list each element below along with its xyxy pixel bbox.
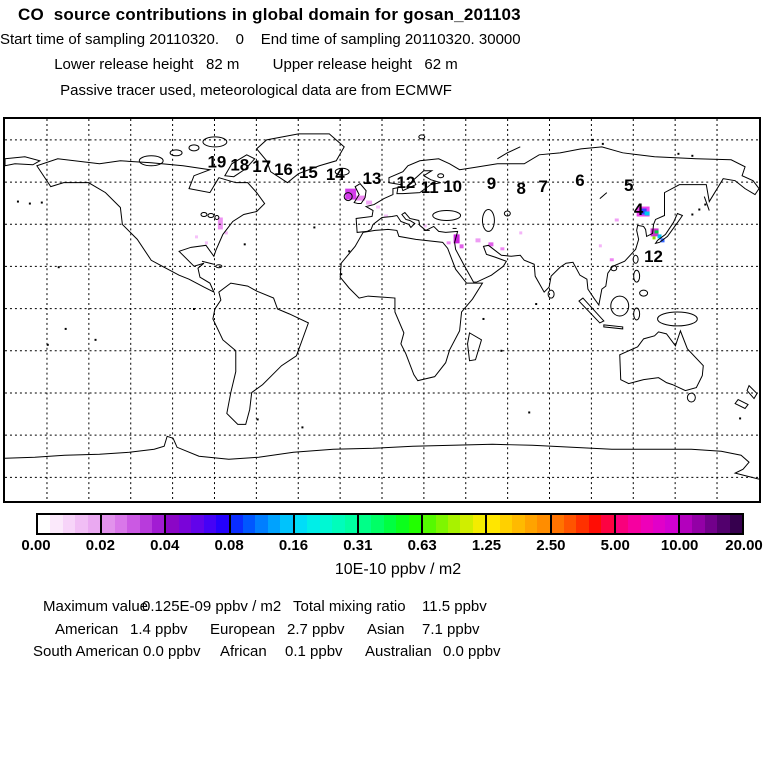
island-speck — [691, 214, 693, 216]
trajectory-day-label: 11 — [420, 178, 439, 198]
colorbar-cell — [255, 515, 267, 533]
colorbar-tick-label: 5.00 — [600, 537, 630, 554]
trajectory-day-label: 9 — [486, 174, 497, 194]
colorbar-cell — [680, 515, 692, 533]
trajectory-day-label: 6 — [575, 171, 585, 191]
colorbar-cell — [295, 515, 307, 533]
graticule-gridlines — [5, 119, 759, 501]
island-speck — [691, 155, 693, 157]
colorbar-cell — [616, 515, 628, 533]
page-title: CO source contributions in global domain for gosan_201103 — [18, 5, 521, 24]
colorbar-cell — [487, 515, 499, 533]
hotspot-cell — [645, 212, 650, 216]
colorbar-cell — [332, 515, 344, 533]
region-label-american: American — [55, 621, 119, 638]
colorbar-segment — [100, 515, 164, 533]
colorbar-cell — [204, 515, 216, 533]
hotspot-cell — [447, 241, 451, 244]
trajectory-day-label: 10 — [443, 177, 463, 197]
colorbar-cell — [307, 515, 319, 533]
colorbar-cell — [576, 515, 588, 533]
colorbar-tick-label: 0.08 — [214, 537, 244, 554]
trajectory-day-label: 12 — [644, 246, 663, 266]
release-height-line: Lower release height 82 m Upper release height 62 m — [54, 56, 458, 73]
region-value-american: 1.4 ppbv — [130, 621, 188, 638]
colorbar-tick-label: 1.25 — [471, 537, 502, 554]
colorbar-cell — [564, 515, 576, 533]
hotspot-cell — [366, 201, 372, 205]
colorbar-tick-label: 0.04 — [150, 537, 180, 554]
island-speck — [58, 266, 60, 268]
colorbar-segment — [614, 515, 678, 533]
colorbar-cell — [320, 515, 332, 533]
colorbar-cell — [525, 515, 537, 533]
colorbar-cell — [191, 515, 203, 533]
hotspot-cell — [205, 241, 208, 244]
colorbar-tick-label: 0.31 — [343, 537, 373, 554]
colorbar-unit-label: 10E-10 ppbv / m2 — [334, 561, 462, 578]
colorbar-cell — [50, 515, 62, 533]
colorbar-cell — [460, 515, 472, 533]
world-map — [5, 119, 759, 501]
island-speck — [500, 350, 502, 352]
island-speck — [698, 209, 700, 211]
colorbar-tick-label: 0.00 — [21, 537, 51, 554]
colorbar-cell — [102, 515, 114, 533]
trajectory-day-label: 8 — [516, 179, 526, 199]
region-value-australian: 0.0 ppbv — [443, 643, 501, 660]
world-map-frame — [3, 117, 761, 503]
total-mixing-ratio-label: Total mixing ratio — [293, 598, 406, 615]
hotspot-cell — [376, 206, 380, 209]
colorbar — [36, 513, 744, 535]
island-speck — [301, 426, 303, 428]
hotspot-cell — [610, 258, 614, 261]
region-value-european: 2.7 ppbv — [287, 621, 345, 638]
colorbar-segment — [357, 515, 421, 533]
trajectory-day-label: 17 — [252, 157, 272, 177]
colorbar-cell — [730, 515, 742, 533]
region-label-european: European — [210, 621, 276, 638]
hotspot-cell — [519, 231, 522, 234]
region-value-african: 0.1 ppbv — [285, 643, 343, 660]
colorbar-cell — [665, 515, 677, 533]
colorbar-cell — [409, 515, 421, 533]
region-label-asian: Asian — [367, 621, 405, 638]
colorbar-tick-label: 10.00 — [660, 537, 699, 554]
island-speck — [677, 153, 679, 155]
region-label-australian: Australian — [365, 643, 432, 660]
colorbar-cell — [384, 515, 396, 533]
colorbar-cell — [268, 515, 280, 533]
colorbar-cell — [705, 515, 717, 533]
island-speck — [244, 243, 246, 245]
colorbar-cell — [127, 515, 139, 533]
hotspot-cell — [476, 238, 481, 242]
hotspot-cell — [615, 218, 619, 221]
island-speck — [29, 203, 31, 205]
hotspot-cell — [653, 236, 656, 239]
colorbar-cell — [243, 515, 255, 533]
trajectory-day-label: 18 — [230, 155, 250, 175]
colorbar-cell — [231, 515, 243, 533]
colorbar-segment — [293, 515, 357, 533]
maximum-value: 0.125E-09 ppbv / m2 — [142, 598, 282, 615]
colorbar-cell — [345, 515, 357, 533]
colorbar-cell — [423, 515, 435, 533]
colorbar-cell — [140, 515, 152, 533]
trajectory-day-label: 19 — [207, 152, 227, 172]
colorbar-cell — [115, 515, 127, 533]
trajectory-day-label: 16 — [274, 160, 293, 180]
trajectory-day-label: 13 — [362, 169, 382, 189]
hotspot-cell — [195, 235, 198, 238]
colorbar-cell — [448, 515, 460, 533]
trajectory-day-label: 7 — [538, 177, 548, 197]
trajectory-day-label: 4 — [633, 200, 644, 220]
tracer-info-line: Passive tracer used, meteorological data are from ECMWF — [60, 82, 452, 99]
concentration-hotspots — [195, 189, 665, 262]
colorbar-cell — [537, 515, 549, 533]
colorbar-cell — [396, 515, 408, 533]
region-value-south-american: 0.0 ppbv — [143, 643, 201, 660]
trajectory-day-label: 5 — [623, 176, 634, 196]
hotspot-cell — [500, 247, 504, 250]
colorbar-cell — [75, 515, 87, 533]
colorbar-tick-labels — [21, 537, 763, 555]
maximum-value-label: Maximum value — [43, 598, 149, 615]
colorbar-cell — [63, 515, 75, 533]
island-speck — [65, 328, 67, 330]
island-speck — [704, 204, 706, 206]
colorbar-cell — [500, 515, 512, 533]
colorbar-cell — [179, 515, 191, 533]
colorbar-segment — [678, 515, 742, 533]
colorbar-cell — [589, 515, 601, 533]
colorbar-segment — [421, 515, 485, 533]
colorbar-cell — [436, 515, 448, 533]
colorbar-tick-label: 0.16 — [278, 537, 309, 554]
colorbar-segment — [485, 515, 549, 533]
region-value-asian: 7.1 ppbv — [422, 621, 480, 638]
colorbar-cell — [473, 515, 485, 533]
colorbar-segment — [164, 515, 228, 533]
colorbar-cell — [641, 515, 653, 533]
colorbar-tick-label: 0.02 — [85, 537, 115, 554]
hotspot-cell — [599, 244, 602, 247]
island-speck — [739, 417, 741, 419]
colorbar-tick-label: 0.63 — [407, 537, 437, 554]
colorbar-cell — [359, 515, 371, 533]
colorbar-segment — [229, 515, 293, 533]
colorbar-tick-label: 20.00 — [725, 537, 763, 554]
island-speck — [17, 201, 19, 203]
island-speck — [95, 339, 97, 341]
colorbar-cell — [552, 515, 564, 533]
colorbar-cell — [653, 515, 665, 533]
colorbar-cell — [38, 515, 50, 533]
total-mixing-ratio: 11.5 ppbv — [422, 598, 487, 615]
island-speck — [535, 303, 537, 305]
hotspot-cell — [460, 244, 464, 248]
region-label-african: African — [220, 643, 267, 660]
island-speck — [257, 418, 259, 420]
colorbar-cell — [512, 515, 524, 533]
trajectory-day-label: 14 — [325, 165, 345, 185]
colorbar-cell — [152, 515, 164, 533]
hotspot-cell — [655, 230, 659, 233]
colorbar-segment — [550, 515, 614, 533]
island-speck — [602, 143, 604, 145]
island-speck — [41, 202, 43, 204]
coastline-paths — [5, 134, 759, 479]
island-speck — [313, 226, 315, 228]
colorbar-cell — [601, 515, 613, 533]
region-label-south-american: South American — [33, 643, 139, 660]
island-speck — [482, 318, 484, 320]
colorbar-cell — [166, 515, 178, 533]
colorbar-cell — [216, 515, 228, 533]
colorbar-tick-label: 2.50 — [536, 537, 566, 554]
colorbar-cell — [371, 515, 383, 533]
colorbar-cell — [717, 515, 729, 533]
trajectory-day-labels — [207, 152, 662, 266]
colorbar-cell — [88, 515, 100, 533]
colorbar-cell — [628, 515, 640, 533]
colorbar-cell — [692, 515, 704, 533]
sampling-time-line: Start time of sampling 20110320. 0 End time of sampling 20110320. 30000 — [0, 31, 521, 48]
island-speck — [348, 250, 350, 252]
colorbar-segment — [38, 515, 100, 533]
trajectory-day-label: 12 — [396, 173, 416, 193]
colorbar-cell — [280, 515, 292, 533]
hotspot-cell — [218, 217, 223, 229]
island-speck — [528, 411, 530, 413]
trajectory-day-label: 15 — [298, 163, 318, 183]
